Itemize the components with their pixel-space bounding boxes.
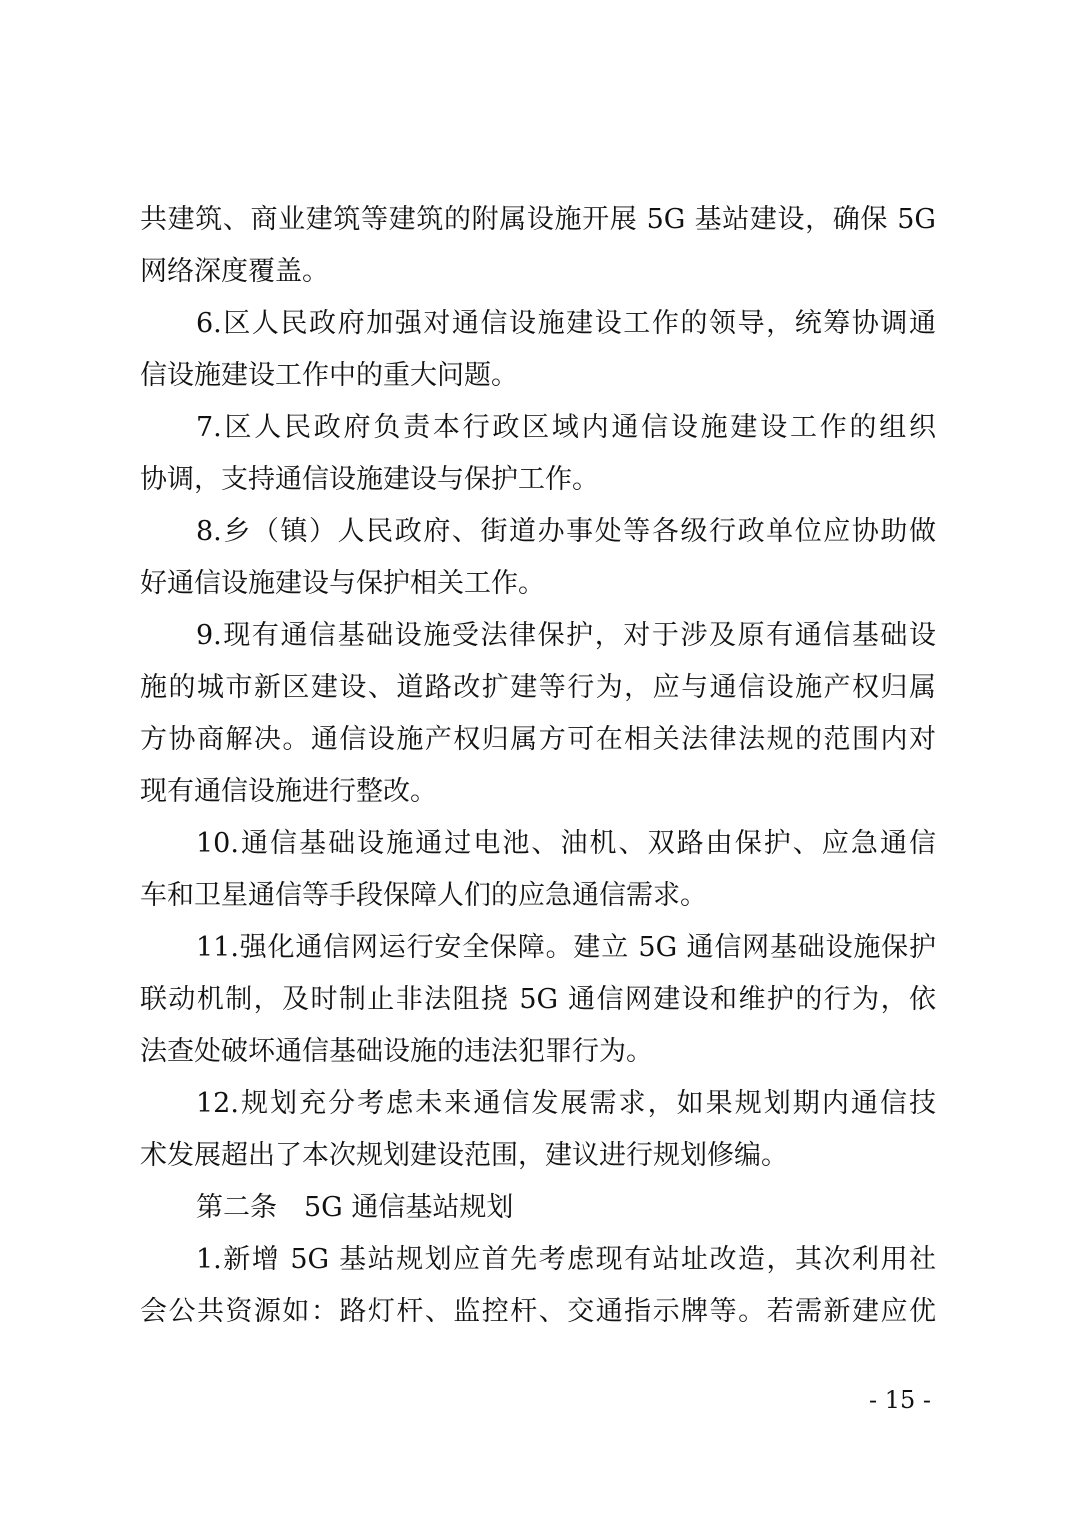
text-line: 术发展超出了本次规划建设范围，建议进行规划修编。 xyxy=(140,1140,788,1171)
text-line: 好通信设施建设与保护相关工作。 xyxy=(140,568,545,599)
text-line: 7.区人民政府负责本行政区域内通信设施建设工作的组织 xyxy=(196,412,936,443)
text-line: 法查处破坏通信基础设施的违法犯罪行为。 xyxy=(140,1036,653,1067)
text-line: 1.新增 5G 基站规划应首先考虑现有站址改造，其次利用社 xyxy=(196,1244,936,1275)
section-heading: 第二条 5G 通信基站规划 xyxy=(196,1192,514,1223)
text-line: 10.通信基础设施通过电池、油机、双路由保护、应急通信 xyxy=(196,828,936,859)
text-line: 网络深度覆盖。 xyxy=(140,256,329,287)
text-line: 现有通信设施进行整改。 xyxy=(140,776,437,807)
text-line: 12.规划充分考虑未来通信发展需求，如果规划期内通信技 xyxy=(196,1088,936,1119)
text-line: 车和卫星通信等手段保障人们的应急通信需求。 xyxy=(140,880,707,911)
page-number: - 15 - xyxy=(868,1386,931,1414)
text-line: 会公共资源如：路灯杆、监控杆、交通指示牌等。若需新建应优 xyxy=(140,1296,936,1327)
text-line: 施的城市新区建设、道路改扩建等行为，应与通信设施产权归属 xyxy=(140,672,936,703)
text-line: 6.区人民政府加强对通信设施建设工作的领导，统筹协调通 xyxy=(196,308,936,339)
text-line: 8.乡（镇）人民政府、街道办事处等各级行政单位应协助做 xyxy=(196,516,936,547)
text-line: 方协商解决。通信设施产权归属方可在相关法律法规的范围内对 xyxy=(140,724,936,755)
text-line: 11.强化通信网运行安全保障。建立 5G 通信网基础设施保护 xyxy=(196,932,936,963)
text-line: 共建筑、商业建筑等建筑的附属设施开展 5G 基站建设，确保 5G xyxy=(140,204,936,235)
text-line: 协调，支持通信设施建设与保护工作。 xyxy=(140,464,599,495)
text-line: 联动机制，及时制止非法阻挠 5G 通信网建设和维护的行为，依 xyxy=(140,984,936,1015)
text-line: 9.现有通信基础设施受法律保护，对于涉及原有通信基础设 xyxy=(196,620,936,651)
text-line: 信设施建设工作中的重大问题。 xyxy=(140,360,518,391)
